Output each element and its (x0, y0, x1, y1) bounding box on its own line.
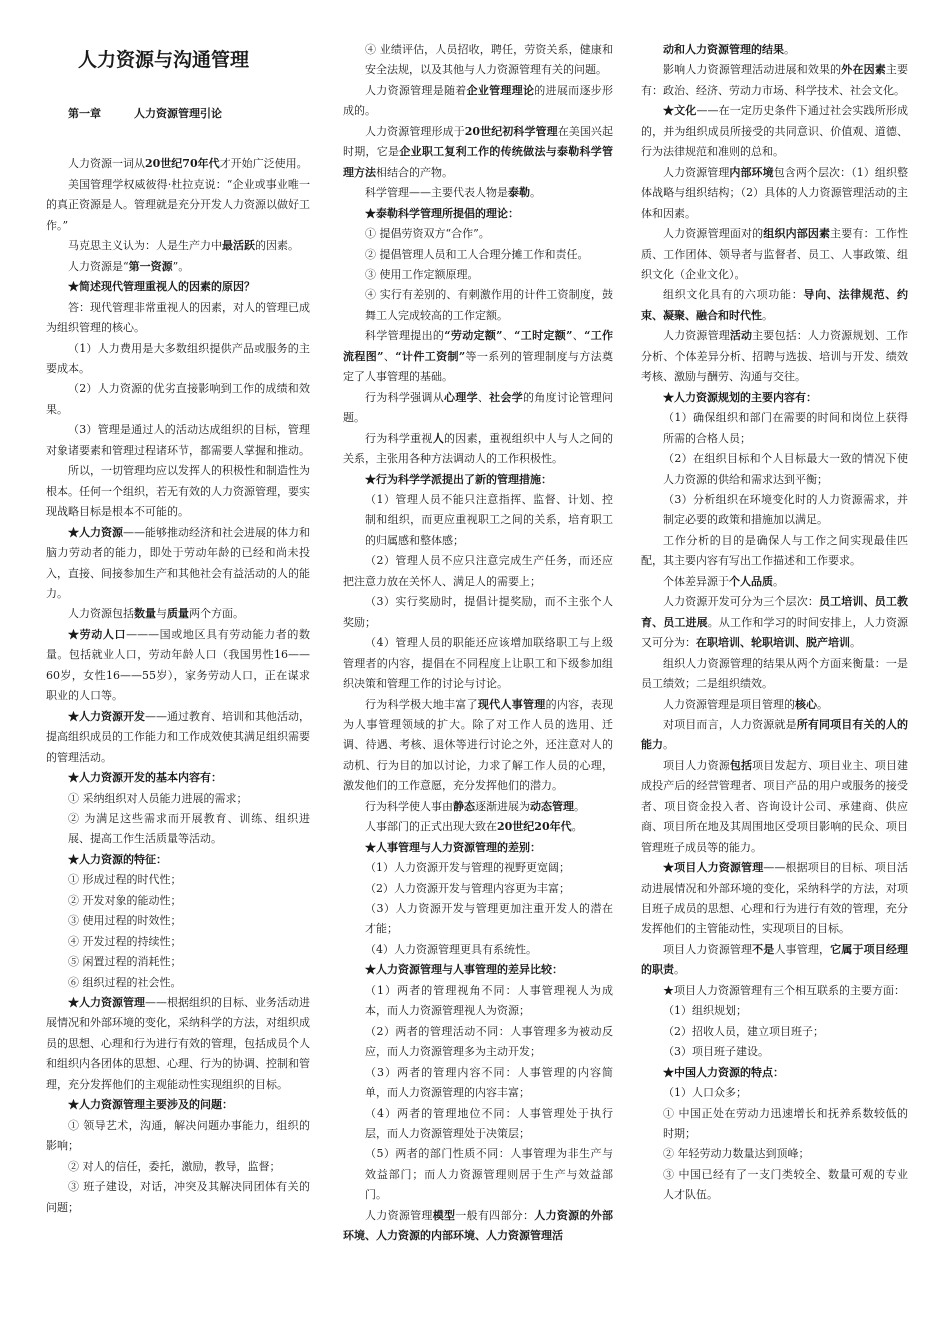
paragraph: （2）招收人员，建立项目班子； (663, 1024, 824, 1038)
paragraph: 人力资源管理是项目管理的核心。 (663, 697, 828, 711)
paragraph: ② 对人的信任，委托，激励，教导，监督； (68, 1159, 281, 1173)
paragraph: （3）实行奖励时，提倡计提奖励，而不主张个人奖励； (343, 595, 613, 629)
bold-term: ★劳动人口 (68, 627, 127, 641)
paragraph: （1）人力费用是大多数组织提供产品或服务的主要成本。 (46, 341, 310, 375)
paragraph: ① 采纳组织对人员能力进展的需求； (68, 791, 248, 805)
heading-text: ★人力资源管理主要涉及的问题： (68, 1098, 233, 1112)
bold-term: 个人品质 (729, 574, 773, 588)
paragraph: ★人力资源管理——根据组织的目标、业务活动进展情况和外部环境的变化，采纳科学的方法，对组织成员的思想、心理和行为进行有效的管理，包括成员个人和组织内各团体的思想、心理、行为的协调、控制和管理，充分发挥他们的主观能动性实现组织的目标。 (46, 996, 310, 1091)
bold-term: 组织内部因素 (763, 227, 831, 241)
bold-term: 泰勒 (508, 186, 530, 200)
bold-term: 内部环境 (729, 165, 774, 179)
paragraph: （1）人力资源开发与管理的视野更宽阔； (365, 861, 570, 875)
section-heading (343, 838, 613, 858)
bold-term: 导向、法律规范、约束、凝聚、融合和时代性 (641, 288, 909, 322)
paragraph: （2）人力资源的优劣直接影响到工作的成绩和效果。 (46, 382, 310, 416)
section-heading (343, 960, 613, 980)
bold-term: 第一资源 (128, 259, 173, 273)
paragraph: ★劳动人口———国或地区具有劳动能力者的数量。包括就业人口，劳动年龄人口（我国男性16——60岁，女性16——55岁），家务劳动人口，正在谋求职业的人口等。 (46, 627, 311, 703)
paragraph: ② 开发对象的能动性； (68, 893, 182, 907)
paragraph: ⑤ 闲置过程的消耗性； (68, 955, 182, 969)
paragraph: 人力资源包括数量与质量两个方面。 (68, 607, 244, 621)
bold-term: 企业管理理论 (466, 83, 535, 97)
section-heading (343, 470, 613, 490)
paragraph: ★项目人力资源管理——根据项目的目标、项目活动进展情况和外部环境的变化，采纳科学的方法，对项目班子成员的思想、心理和行为进行有效的管理，充分发挥他们的主管能动性，实现项目的目标。 (641, 861, 909, 936)
paragraph: （1）人口众多； (663, 1086, 747, 1100)
paragraph: 人力资源一词从20世纪70年代才开始广泛使用。 (68, 157, 308, 171)
paragraph: ① 领导艺术，沟通，解决问题办事能力，组织的影响； (46, 1118, 310, 1153)
paragraph: （1）两者的管理视角不同：人事管理视人为成本，而人力资源管理视人为资源； (365, 983, 613, 1018)
paragraph: 人力资源管理是随着企业管理理论的进展而逐步形成的。 (343, 83, 614, 118)
paragraph: 人力资源管理内部环境包含两个层次：（1）组织整体战略与组织结构；（2）具体的人力资源管理活动的主体和因素。 (641, 165, 909, 220)
paragraph: （4）两者的管理地位不同：人事管理处于执行层，而人力资源管理处于决策层； (365, 1106, 613, 1141)
paragraph: 所以，一切管理均应以发挥人的积极性和制造性为根本。任何一个组织，若无有效的人力资源管理，要实现战略目标是根本不可能的。 (46, 464, 310, 519)
paragraph: 行为科学重视人的因素，重视组织中人与人之间的关系，主张用各种方法调动人的工作积极性。 (343, 431, 614, 466)
paragraph: （4）人力资源管理更具有系统性。 (365, 942, 537, 956)
paragraph: 人力资源管理形成于20世纪初科学管理在美国兴起时期，它是企业职工复利工作的传统做法与泰勒科学管理方法相结合的产物。 (343, 124, 614, 179)
paragraph: ④ 业绩评估，人员招收，聘任，劳资关系，健康和安全法规，以及其他与人力资源管理有关的问题。 (365, 43, 613, 77)
paragraph: 项目人力资源管理不是人事管理，它属于项目经理的职责。 (641, 942, 909, 977)
bold-term: ★人力资源开发 (68, 709, 145, 723)
paragraph: ★人力资源——能够推动经济和社会进展的体力和脑力劳动者的能力，即处于劳动年龄的已经和尚未投入，直接、间接参加生产和其他社会有益活动的人的能力。 (46, 525, 310, 600)
paragraph: 人力资源是“第一资源”。 (68, 259, 190, 273)
bold-term: 员工培训、员工教育、员工进展 (641, 595, 908, 629)
bold-term: 外在因素 (841, 63, 886, 77)
paragraph: 答：现代管理非常重视人的因素，对人的管理已成为组织管理的核心。 (46, 300, 310, 335)
bold-term: 现代人事管理 (477, 697, 546, 711)
paragraph: （3）人力资源开发与管理更加注重开发人的潜在才能； (365, 902, 613, 936)
paragraph: 人力资源管理面对的组织内部因素主要有：工作性质、工作团体、领导者与监督者、员工、人事政策、组织文化（企业文化）。 (641, 227, 909, 281)
bold-term: 社会学 (489, 390, 524, 404)
paragraph: ★项目人力资源管理有三个相互联系的主要方面： (663, 983, 905, 997)
page-title: 人力资源与沟通管理 (78, 49, 250, 71)
paragraph: ⑥ 组织过程的社会性。 (68, 975, 182, 989)
bold-term: 数量 (134, 607, 156, 621)
paragraph: （3）分析组织在环境变化时的人力资源需求，并制定必要的政策和措施加以满足。 (663, 492, 908, 527)
paragraph: 美国管理学权威彼得·杜拉克说：“企业或事业唯一的真正资源是人。管理就是充分开发人力资源以做好工作。” (46, 177, 310, 232)
bold-term: 核心 (795, 697, 817, 711)
bold-term: 质量 (167, 607, 189, 621)
bold-term: “工时定额” (514, 329, 573, 343)
section-heading (641, 1063, 908, 1083)
paragraph: ③ 班子建设，对话，冲突及其解决同团体有关的问题； (46, 1180, 310, 1214)
heading-text: ★人力资源开发的基本内容有： (68, 771, 222, 785)
bold-term: 20世纪70年代 (145, 157, 220, 171)
paragraph: 马克思主义认为：人是生产力中最活跃的因素。 (68, 239, 299, 253)
bold-term: 包括 (729, 758, 753, 772)
heading-text: ★中国人力资源的特点： (663, 1065, 784, 1079)
column-2 (343, 40, 613, 1247)
section-heading (46, 277, 310, 297)
bold-term: ★项目人力资源管理 (663, 861, 764, 875)
paragraph: 影响人力资源管理活动进展和效果的外在因素主要有：政治、经济、劳动力市场、科学技术、社会文化。 (641, 63, 909, 97)
column-1 (46, 40, 310, 1218)
bold-term: 静态 (453, 799, 475, 813)
paragraph: ① 形成过程的时代性； (68, 873, 182, 887)
paragraph: 对项目而言，人力资源就是所有同项目有关的人的能力。 (641, 717, 909, 752)
bold-term: 最活跃 (222, 239, 255, 253)
paragraph: （2）管理人员不应只注意完成生产任务，而还应把注意力放在关怀人、满足人的需要上； (343, 554, 613, 588)
heading-text: ★人事管理与人力资源管理的差别： (365, 840, 541, 854)
heading-text: ★行为科学学派提出了新的管理措施： (365, 472, 552, 486)
paragraph: 行为科学强调从心理学、社会学的角度讨论管理问题。 (343, 390, 614, 425)
paragraph: ★人力资源开发——通过教育、培训和其他活动，提高组织成员的工作能力和工作成效使其满足组织需要的管理活动。 (46, 709, 310, 764)
paragraph: 科学管理——主要代表人物是泰勒。 (365, 186, 541, 200)
bold-term: “劳动定额” (444, 329, 503, 343)
chapter-heading: 第一章 人力资源管理引论 (68, 107, 222, 120)
paragraph: ④ 开发过程的持续性； (68, 934, 182, 948)
paragraph: （4）管理人员的职能还应该增加联络职工与上级管理者的内容，提倡在不同程度上让职工和下级参加组织决策和管理工作的讨论与讨论。 (343, 636, 613, 691)
paragraph: 个体差异源于个人品质。 (663, 574, 784, 588)
paragraph: ② 提倡管理人员和工人合理分摊工作和责任。 (365, 247, 589, 261)
bold-term: 模型 (432, 1208, 456, 1222)
heading-text: ★人力资源管理与人事管理的差异比较： (365, 963, 563, 977)
paragraph: （1）确保组织和部门在需要的时间和岗位上获得所需的合格人员； (663, 411, 908, 445)
paragraph: ★文化——在一定历史条件下通过社会实践所形成的，并为组织成员所接受的共同意识、价值观、道德、行为法律规范和准则的总和。 (641, 104, 909, 159)
bold-term: 所有同项目有关的人的能力 (641, 717, 909, 752)
paragraph: （5）两者的部门性质不同：人事管理为非生产与效益部门；而人力资源管理则居于生产与效益部门。 (365, 1147, 613, 1202)
paragraph: （2）人力资源开发与管理内容更为丰富； (365, 881, 570, 895)
bold-term: “工作流程图” (343, 329, 614, 363)
section-heading (46, 1095, 310, 1115)
heading-text: ★泰勒科学管理所提倡的理论： (365, 206, 519, 220)
bold-term: 动和人力资源管理的结果 (663, 43, 784, 56)
paragraph: 行为科学极大地丰富了现代人事管理的内容，表现为人事管理领域的扩大。除了对工作人员的选用、迁调、待遇、考核、退休等进行讨论之外，还注意对人的动机、行为目的加以讨论，力求了解工作人员的心理，激发他们的工作意愿，充分发挥他们的潜力。 (343, 697, 614, 793)
paragraph: 人事部门的正式出现大致在20世纪20年代。 (365, 820, 583, 834)
bold-term: 心理学 (444, 390, 478, 404)
bold-term: 企业职工复利工作的传统做法与泰勒科学管理方法 (343, 145, 614, 179)
bold-term: ★人力资源 (68, 525, 123, 539)
bold-term: ★人力资源管理 (68, 996, 145, 1010)
paragraph: ③ 使用过程的时效性； (68, 914, 182, 928)
paragraph: ① 中国正处在劳动力迅速增长和抚养系数较低的时期； (663, 1106, 908, 1141)
bold-term: 不是 (752, 942, 775, 956)
section-heading (343, 204, 613, 224)
bold-term: 人力资源的外部环境、人力资源的内部环境、人力资源管理活 (343, 1208, 614, 1243)
paragraph: （2）两者的管理活动不同：人事管理多为被动反应，而人力资源管理多为主动开发； (365, 1024, 613, 1059)
bold-term: 动态管理 (530, 799, 574, 813)
paragraph: 项目人力资源包括项目发起方、项目业主、项目建成投产后的经营管理者、项目产品的用户或服务的接受者、项目资金投入者、咨询设计公司、承建商、供应商、项目所在地及其周围地区受项目影响的民众、项目管理班子成员等的能力。 (641, 758, 909, 854)
section-heading (46, 768, 310, 788)
paragraph: ③ 使用工作定额原理。 (365, 267, 479, 281)
paragraph: ④ 实行有差别的、有刺激作用的计件工资制度，鼓舞工人完成较高的工作定额。 (365, 288, 613, 322)
heading-text: ★人力资源的特征： (68, 852, 167, 866)
bold-term: 人 (432, 431, 445, 445)
paragraph: （3）两者的管理内容不同：人事管理的内容简单，而人力资源管理的内容丰富； (365, 1065, 613, 1100)
paragraph: 组织人力资源管理的结果从两个方面来衡量：一是员工绩效；二是组织绩效。 (641, 656, 908, 691)
section-heading (46, 850, 310, 870)
paragraph: ① 提倡劳资双方“合作”。 (365, 227, 490, 241)
paragraph: 组织文化具有的六项功能：导向、法律规范、约束、凝聚、融合和时代性。 (641, 288, 909, 322)
heading-text: ★人力资源规划的主要内容有： (663, 390, 817, 404)
bold-term: 20世纪初科学管理 (464, 124, 558, 138)
paragraph: ③ 中国已经有了一支门类较全、数量可观的专业人才队伍。 (663, 1167, 908, 1202)
section-heading (641, 388, 908, 408)
paragraph: 工作分析的目的是确保人与工作之间实现最佳匹配，其主要内容有写出工作描述和工作要求。 (641, 533, 908, 568)
paragraph: （3）管理是通过人的活动达成组织的目标，管理对象诸要素和管理过程诸环节，都需要人掌握和推动。 (46, 423, 310, 457)
bold-term: ★文化 (663, 104, 697, 118)
column-3 (641, 40, 908, 1206)
bold-term: 20世纪20年代 (497, 820, 572, 834)
heading-text: ★简述现代管理重视人的因素的原因？ (68, 280, 255, 294)
paragraph: 人力资源开发可分为三个层次：员工培训、员工教育、员工进展。从工作和学习的时间安排上，人力资源又可分为：在职培训、轮职培训、脱产培训。 (641, 595, 909, 650)
paragraph: ② 年轻劳动力数量达到顶峰； (663, 1147, 810, 1161)
bold-term: 它属于项目经理的职责 (641, 942, 909, 977)
paragraph: （1）组织规划； (663, 1004, 747, 1018)
paragraph: （1）管理人员不能只注意指挥、监督、计划、控制和组织，而更应重视职工之间的关系，培育职工的归属感和整体感； (365, 492, 613, 547)
paragraph: 人力资源管理模型一般有四部分：人力资源的外部环境、人力资源的内部环境、人力资源管理活 (343, 1208, 614, 1243)
paragraph: 科学管理提出的“劳动定额”、“工时定额”、“工作流程图”、“计件工资制”等一系列的管理制度与方法奠定了人事管理的基础。 (343, 329, 614, 384)
bold-term: “计件工资制” (395, 349, 466, 363)
paragraph: （3）项目班子建设。 (663, 1045, 769, 1059)
bold-term: 在职培训、轮职培训、脱产培训 (696, 636, 850, 650)
bold-term: 活动 (729, 329, 753, 343)
paragraph: 人力资源管理活动主要包括：人力资源规划、工作分析、个体差异分析、招聘与选拔、培训与开发、绩效考核、激励与酬劳、沟通与交往。 (641, 329, 909, 384)
paragraph: 动和人力资源管理的结果。 (663, 43, 795, 56)
paragraph: ② 为满足这些需求而开展教育、训练、组织进展、提高工作生活质量等活动。 (68, 811, 310, 846)
paragraph: 行为科学使人事由静态逐渐进展为动态管理。 (365, 799, 585, 813)
paragraph: （2）在组织目标和个人目标最大一致的情况下使人力资源的供给和需求达到平衡； (663, 452, 908, 486)
